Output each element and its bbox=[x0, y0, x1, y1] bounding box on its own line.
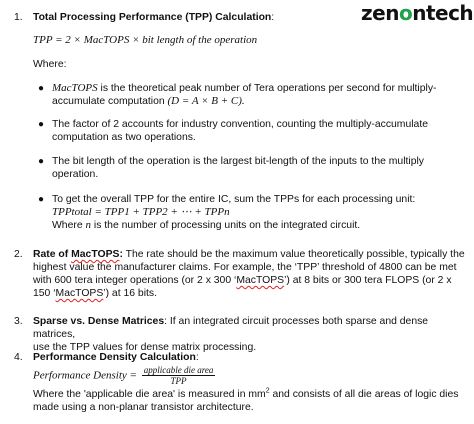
heading-text: Performance Density Calculation bbox=[33, 352, 196, 363]
heading-text: Total Processing Performance (TPP) Calculation bbox=[33, 12, 272, 23]
section-number: 3. bbox=[14, 316, 23, 327]
bullet-text: is the number of processing units on the integrated circuit. bbox=[91, 220, 361, 231]
bullet-dot: ● bbox=[38, 194, 45, 205]
bullet-dot: ● bbox=[38, 156, 45, 167]
mactops-term: MacTOPS bbox=[55, 288, 104, 299]
where-label: Where: bbox=[33, 59, 67, 70]
section-number: 1. bbox=[14, 12, 23, 23]
heading-text: Sparse vs. Dense Matrices bbox=[33, 316, 165, 327]
fraction-numerator: applicable die area bbox=[143, 365, 214, 375]
tpp-total-formula: TPPtotal = TPP1 + TPP2 + ⋯ + TPPn bbox=[52, 206, 230, 218]
section-heading bbox=[33, 351, 466, 364]
bullet-text: accumulate computation bbox=[52, 96, 168, 107]
bullet-text: To get the overall TPP for the entire IC, sum the TPPs for each processing unit: bbox=[52, 194, 416, 205]
bullet-dot: ● bbox=[38, 119, 45, 130]
bullet-text: The bit length of the operation is the largest bit-length of the inputs to the multiply bbox=[52, 156, 424, 167]
bullet-dot: ● bbox=[38, 83, 45, 94]
paragraph-text: ’) at 16 bits. bbox=[103, 288, 157, 299]
section-number: 2. bbox=[14, 249, 23, 260]
tpp-formula: TPP = 2 × MacTOPS × bit length of the operation bbox=[33, 34, 258, 46]
fraction bbox=[142, 365, 216, 386]
heading-mactops: MacTOPS bbox=[71, 249, 120, 260]
math-mac-equation: (D = A × B + C). bbox=[167, 95, 245, 107]
math-density: Performance Density = bbox=[33, 369, 140, 382]
bullet-text: computation as two operations. bbox=[52, 132, 196, 143]
heading-colon: : bbox=[119, 249, 123, 260]
paragraph-text: highest value the manufacturer claims. For example, the ‘TPP’ threshold of 4800 can be met bbox=[33, 262, 457, 273]
section-heading bbox=[33, 11, 466, 24]
paragraph-text: and consists of all die areas of logic dies bbox=[269, 389, 459, 400]
fraction-denominator: TPP bbox=[170, 376, 187, 386]
logo-part: zen bbox=[361, 1, 399, 25]
heading-text: Rate of bbox=[33, 249, 72, 260]
math-n: n bbox=[85, 219, 91, 231]
logo-arc: o bbox=[398, 1, 413, 25]
paragraph-text: use the TPP values for dense matrix processing. bbox=[33, 342, 257, 353]
bullet-text: operation. bbox=[52, 169, 99, 180]
math-mactops: MacTOPS bbox=[52, 82, 98, 94]
paragraph-text: The rate should be the maximum value theoretically possible, typically the bbox=[122, 249, 465, 260]
density-formula bbox=[33, 365, 215, 386]
paragraph-text: : If an integrated circuit processes both sparse and dense matrices, bbox=[33, 316, 429, 340]
paragraph-text: Where the 'applicable die area' is measured in mm bbox=[33, 389, 266, 400]
mactops-term: MacTOPS bbox=[236, 275, 285, 286]
paragraph-text: with 600 tera integer operations (or 2 x 300 ‘ bbox=[33, 275, 237, 286]
logo-part: ntech bbox=[412, 1, 474, 25]
bullet-text: Where bbox=[52, 220, 86, 231]
section-number: 4. bbox=[14, 352, 23, 363]
bullet-text: is the theoretical peak number of Tera operations per second for multiply- bbox=[97, 83, 437, 94]
paragraph-text: made using a non-planar transistor architecture. bbox=[33, 402, 254, 413]
superscript: 2 bbox=[265, 387, 270, 395]
density-explanation bbox=[33, 388, 465, 414]
paragraph-text: ’) at 8 bits or 300 tera FLOPS (or 2 x bbox=[284, 275, 452, 286]
bullet-text: The factor of 2 accounts for industry convention, counting the multiply-accumulate bbox=[52, 119, 428, 130]
paragraph-text: 150 ‘ bbox=[33, 288, 56, 299]
heading-colon: : bbox=[271, 12, 275, 23]
section-body bbox=[33, 248, 466, 300]
heading-colon: : bbox=[195, 352, 199, 363]
section-body bbox=[33, 315, 466, 354]
